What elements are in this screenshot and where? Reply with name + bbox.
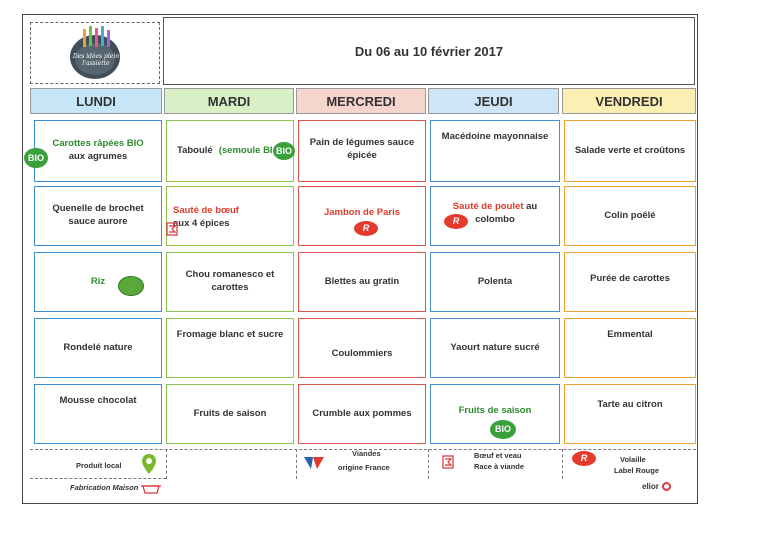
- jeudi-plat-red: Sauté de poulet: [452, 201, 524, 212]
- mardi-accomp: [166, 252, 294, 312]
- viande-france-icon: [303, 456, 325, 470]
- legend-volaille-line1: Volaille: [620, 455, 646, 464]
- label-rouge-icon: R: [444, 214, 468, 229]
- day-label: JEUDI: [474, 93, 513, 109]
- lundi-dessert: [34, 384, 162, 444]
- mardi-plat: [166, 186, 294, 246]
- mardi-dessert-text: Fruits de saison: [193, 407, 267, 419]
- jeudi-laitage: [430, 318, 560, 378]
- mardi-accomp-text: Chou romanesco et carottes: [185, 269, 275, 293]
- vendredi-plat-text: Colin poêlé: [604, 209, 656, 221]
- mardi-plat-line1: Sauté de bœuf: [173, 205, 239, 216]
- agriculture-bio-icon: [118, 276, 144, 296]
- lundi-entree-line2: aux agrumes: [68, 151, 128, 162]
- legend-volaille-line2: Label Rouge: [614, 466, 660, 475]
- day-label: LUNDI: [76, 93, 116, 109]
- legend-viandes-line2: origine France: [338, 463, 390, 472]
- legend-divider-2: [30, 478, 166, 479]
- mardi-laitage-text: Fromage blanc et sucre: [176, 329, 284, 340]
- legend-viandes-line1: Viandes: [352, 449, 381, 458]
- vendredi-dessert: [564, 384, 696, 444]
- legend-produit-local: Produit local: [76, 461, 122, 470]
- cooking-pot-icon: [140, 482, 162, 494]
- mercredi-laitage: [298, 318, 426, 378]
- jeudi-entree: [430, 120, 560, 182]
- day-header-mardi: [164, 88, 294, 114]
- lundi-accomp-text: Riz: [90, 275, 106, 287]
- lundi-plat-text: Quenelle de brochet sauce aurore: [52, 203, 144, 227]
- lundi-laitage: [34, 318, 162, 378]
- race-a-viande-icon: [442, 455, 454, 469]
- mercredi-accomp: [298, 252, 426, 312]
- day-header-mercredi: [296, 88, 426, 114]
- lundi-entree-line1: Carottes râpées BIO: [52, 138, 144, 150]
- legend-fabrication: Fabrication Maison: [70, 483, 139, 492]
- vendredi-accomp: [564, 252, 696, 312]
- legend-col-divider: [562, 449, 563, 479]
- lundi-laitage-text: Rondelé nature: [63, 341, 133, 353]
- elior-logo-text: elior: [642, 482, 659, 491]
- jeudi-dessert-text: Fruits de saison: [458, 405, 532, 416]
- label-rouge-icon: R: [354, 221, 378, 236]
- bio-icon: BIO: [273, 142, 295, 160]
- bio-icon: BIO: [490, 420, 516, 439]
- mercredi-laitage-text: Coulommiers: [331, 347, 393, 359]
- vendredi-entree-text: Salade verte et croûtons: [574, 144, 686, 156]
- mardi-plat-line2: aux 4 épices: [173, 217, 230, 229]
- mercredi-plat-text: Jambon de Paris: [323, 207, 401, 218]
- day-label: MERCREDI: [326, 93, 396, 109]
- vendredi-laitage: [564, 318, 696, 378]
- week-title: Du 06 au 10 février 2017: [354, 43, 504, 59]
- vendredi-dessert-text: Tarte au citron: [597, 399, 663, 410]
- label-rouge-icon: R: [572, 451, 596, 466]
- day-header-vendredi: [562, 88, 696, 114]
- day-label: VENDREDI: [595, 93, 663, 109]
- legend-boeuf-line2: Race à viande: [474, 462, 525, 471]
- day-header-lundi: [30, 88, 162, 114]
- vendredi-accomp-text: Purée de carottes: [590, 273, 670, 284]
- vendredi-plat: [564, 186, 696, 246]
- mercredi-accomp-text: Blettes au gratin: [324, 275, 400, 287]
- vendredi-entree: [564, 120, 696, 182]
- mardi-entree-b: (semoule BI: [218, 144, 273, 156]
- vendredi-laitage-text: Emmental: [607, 329, 653, 340]
- logo-frame: [30, 22, 160, 84]
- legend-col-divider: [428, 449, 429, 479]
- jeudi-accomp-text: Polenta: [477, 275, 513, 287]
- day-label: MARDI: [207, 93, 251, 109]
- mercredi-entree-text: Pain de légumes sauce épicée: [309, 137, 415, 161]
- mercredi-entree: [298, 120, 426, 182]
- mardi-laitage: [166, 318, 294, 378]
- mardi-dessert: [166, 384, 294, 444]
- mardi-entree-a: Taboulé: [177, 144, 213, 156]
- mercredi-plat: [298, 186, 426, 246]
- legend-boeuf-line1: Bœuf et veau: [474, 451, 522, 460]
- logo-text: Des idées plein l'assiette: [72, 53, 120, 68]
- mercredi-dessert: [298, 384, 426, 444]
- mercredi-dessert-text: Crumble aux pommes: [312, 407, 412, 419]
- lundi-dessert-text: Mousse chocolat: [59, 395, 137, 406]
- jeudi-entree-text: Macédoine mayonnaise: [441, 131, 549, 142]
- jeudi-plat-rest: au colombo: [475, 201, 538, 225]
- day-header-jeudi: [428, 88, 559, 114]
- jeudi-laitage-text: Yaourt nature sucré: [450, 341, 540, 353]
- legend-col-divider: [166, 449, 167, 479]
- elior-logo: [642, 482, 671, 491]
- lundi-entree: [34, 120, 162, 182]
- week-title-box: [163, 17, 695, 85]
- jeudi-accomp: [430, 252, 560, 312]
- bio-icon: BIO: [24, 148, 48, 168]
- race-a-viande-icon: [166, 222, 178, 236]
- legend-col-divider: [296, 449, 297, 479]
- lundi-plat: [34, 186, 162, 246]
- location-pin-icon: [141, 453, 157, 475]
- elior-circle-icon: [662, 482, 671, 491]
